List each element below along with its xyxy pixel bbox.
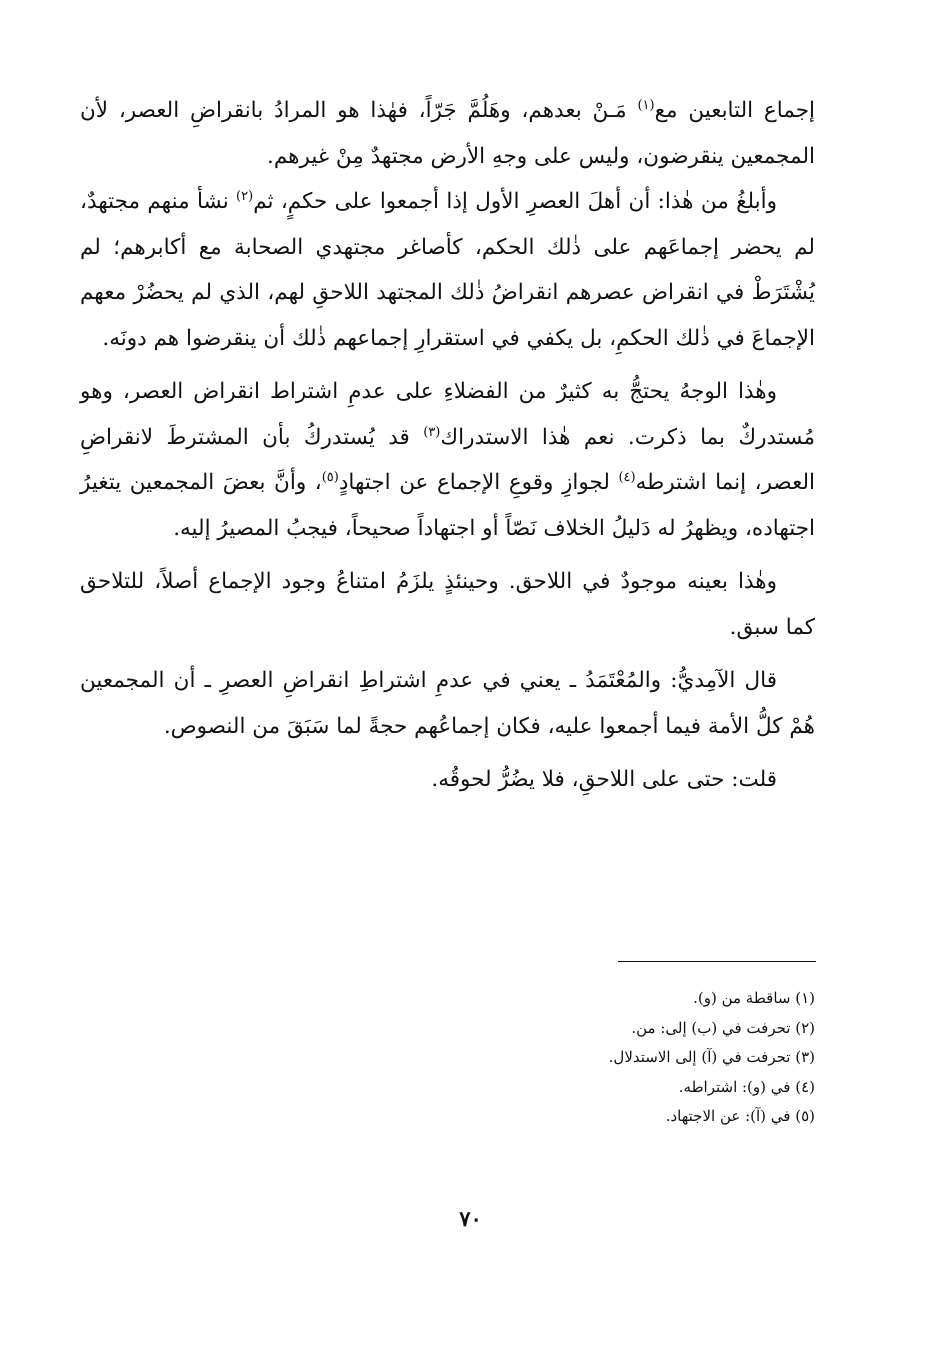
footnote-marker-5: (٥) [321,469,339,485]
footnote-4: (٤) في (و): اشتراطه. [678,1077,815,1096]
paragraph-3-text-c: لجوازِ وقوعِ الإجماع عن اجتهادٍ [338,470,619,495]
footnote-2: (٢) تحرفت في (ب) إلى: من. [631,1018,815,1037]
paragraph-6: قلت: حتى على اللاحقِ، فلا يضُرُّ لحوقُه. [431,767,777,792]
paragraph-4: وهٰذا بعينه موجودٌ في اللاحق. وحينئذٍ يلزَمُ امتناعُ وجود الإجماع أصلاً، للتلاحق كما سبق. [80,569,815,640]
footnotes [300,984,815,1132]
paragraph-2 [80,179,815,361]
paragraph-2-text-a: وأبلغُ من هٰذا: أن أهلَ العصرِ الأول إذا أجمعوا على حكمٍ، ثم [253,189,777,214]
page-number: ٧٠ [459,1206,482,1231]
footnote-1: (١) ساقطة من (و). [693,989,815,1007]
paragraph-3-text-d: ، وأنَّ بعضَ المجمعين يتغيرُ اجتهاده، ويظهرُ له دَليلُ الخلاف نَصّاً أو اجتهاداً صحيحاً، فيجبُ المصيرُ إليه. [80,470,815,541]
paragraph-1-text-b: مَـنْ بعدهم، وهَلُمَّ جَرّاً، فهٰذا هو المرادُ بانقراضِ العصر، لأن المجمعين ينقرضون، وليس على وجهِ الأرض مجتهدٌ مِنْ غيرهم. [80,98,815,169]
footnote-marker-4: (٤) [618,469,636,485]
footnote-5: (٥) في (آ): عن الاجتهاد. [665,1107,815,1125]
footnote-marker-3: (٣) [423,424,441,440]
paragraph-1-text-a: إجماع التابعين مع [654,98,815,123]
paragraph-5: قال الآمِديُّ: والمُعْتَمَدُ ـ يعني في عدمِ اشتراطِ انقراضِ العصرِ ـ أن المجمعين هُمْ كلُّ الأمة فيما أجمعوا عليه، فكان إجماعُهم حجةً لما سَبَقَ من النصوص. [80,668,815,739]
paragraph-1 [80,88,815,179]
footnote-3: (٣) تحرفت في (آ) إلى الاستدلال. [608,1048,815,1066]
main-text [80,88,815,803]
paragraph-3 [80,369,815,551]
paragraph-3-text-b: قد يُستدركُ بأن المشترطَ لانقراضِ العصر، إنما اشترطه [80,424,815,495]
paragraph-3-text-a: وهٰذا الوجهُ يحتجُّ به كثيرٌ من الفضلاءِ على عدمِ اشتراط انقراض العصر، وهو مُستدركٌ بما ذكرت. نعم هٰذا الاستدراك [80,379,815,450]
footnote-separator [618,961,816,962]
footnote-marker-2: (٢) [236,188,254,204]
paragraph-2-text-b: نشأ منهم مجتهدٌ، لم يحضر إجماعَهم على ذٰلك الحكم، كأصاغر مجتهدي الصحابة مع أكابرهم؛ لم يُشْتَرَطْ في انقراض عصرهم انقراضُ ذٰلك المجتهد اللاحقِ لهم، الذي لم يحضُرْ معهم الإجماعَ في ذٰلك الحكمِ، بل يكفي في استقرارِ إجماعهم ذٰلك أن ينقرضوا هم دونَه. [80,189,815,351]
footnote-marker-1: (١) [637,97,655,113]
